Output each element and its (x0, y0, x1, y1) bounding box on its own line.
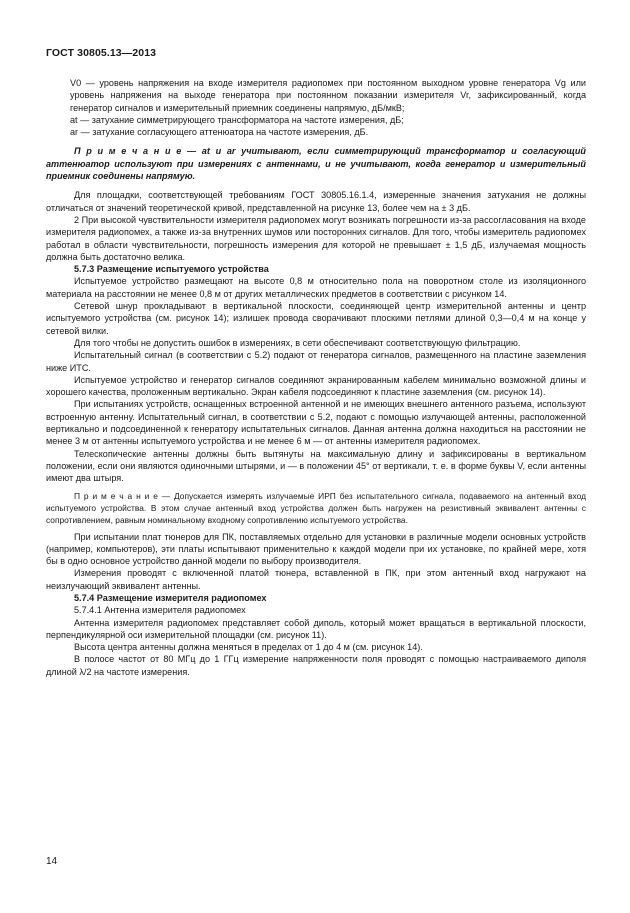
paragraph-antenna-height: Высота центра антенны должна меняться в пределах от 1 до 4 м (см. рисунок 14). (74, 642, 423, 653)
paragraph-dipole: Антенна измерителя радиопомех представляет собой диполь, который может вращаться в вертикальной плоскости, перпендикулярной оси измерительной площадки (см. рисунок 11). (46, 617, 586, 640)
paragraph-shielded-cable: Испытуемое устройство и генератор сигналов соединяют экранированным кабелем минимально возможной длины и хорошего качества, проложенным вертикально. Экран кабеля подсоединяют к пластине заземления (см. рисунок 14). (46, 374, 586, 398)
section-heading-5-7-3: 5.7.3 Размещение испытуемого устройства (74, 264, 269, 275)
definition-v0: V0 — уровень напряжения на входе измерителя радиопомех при постоянном выходном уровне генератора Vg или уровень напряжения на выходе генератора при постоянном показании измерителя Vr, зафиксированный, когда генератор сигналов и измерительный приемник соединены напрямую, дБ/мкВ; (70, 78, 586, 113)
paragraph-frequency-band: В полосе частот от 80 МГц до 1 ГГц измерение напряженности поля проводят с помощью настраиваемого диполя длиной λ/2 на частоте измерения. (46, 654, 586, 677)
subsection-heading-5-7-4-1: 5.7.4.1 Антенна измерителя радиопомех (74, 605, 246, 616)
definition-ar: ar — затухание согласующего аттенюатора на частоте измерения, дБ. (70, 127, 369, 138)
paragraph-tuner-measurement: Измерения проводят с включенной платой тюнера, вставленной в ПК, при этом антенный вход нагружают на неизлучающий эквивалент антенны. (46, 568, 586, 591)
paragraph-power-cord: Сетевой шнур прокладывают в вертикальной плоскости, соединяющей центр измерительной антенны и центр испытуемого устройства (см. рисунок 14); излишек провода сворачивают плоскими петлями длиной 0,3—0,4 м на конце у сетевой вилки. (46, 301, 586, 336)
definitions-list (46, 77, 586, 138)
paragraph-sensitivity: 2 При высокой чувствительности измерителя радиопомех могут возникать погрешности из-за рассогласования на входе измерителя радиопомех, а также из-за внутренних шумов или посторонних сигналов. Для того, чтобы измеритель радиопомех работал в области чувствительности, погрешность измерения для которой не превышает ± 1,5 дБ, излучаемая мощность должна быть достаточно велика. (46, 214, 586, 262)
paragraph-built-in-antenna: При испытаниях устройств, оснащенных встроенной антенной и не имеющих внешнего антенного разъема, используют встроенную антенну. Испытательный сигнал, в соответствии с 5.2, подают с помощью излучающей антенны, расположенной вертикально и подсоединенной к генератору испытательных сигналов. Данная антенна должна находиться на расстоянии не менее 3 м от антенны испытуемого устройства и не менее 6 м — от антенны измерителя радиопомех. (46, 399, 586, 447)
note-attenuation: П р и м е ч а н и е — at и ar учитывают, если симметрирующий трансформатор и согласующий аттенюатор используют при измерениях с антеннами, и не учитывают, когда генератор и измерительный приемник соединены напрямую. (46, 146, 586, 182)
paragraph-filtering: Для того чтобы не допустить ошибок в измерениях, в сети обеспечивают соответствующую фильтрацию. (74, 337, 521, 348)
paragraph-telescopic-antenna: Телескопические антенны должны быть вытянуты на максимальную длину и зафиксированы в вертикальном положении, если они являются одиночными штырями, и — в положении 45° от вертикали, т. е. в форме буквы V, если антенны имеют два штыря. (46, 448, 586, 484)
page-header: ГОСТ 30805.13—2013 (46, 47, 157, 59)
paragraph-device-placement: Испытуемое устройство размещают на высоте 0,8 м относительно пола на поворотном столе из изоляционного материала на расстоянии не менее 0,8 м от других металлических предметов в соответствии с рисунком 14. (46, 276, 586, 299)
paragraph-test-signal: Испытательный сигнал (в соответствии с 5.2) подают от генератора сигналов, размещенного на пластине заземления ниже ИТС. (46, 350, 586, 373)
paragraph-tuner-boards: При испытании плат тюнеров для ПК, поставляемых отдельно для установки в различные модели основных устройств (например, компьютеров), эти платы испытывают применительно к каждой модели при их установке, по крайней мере, хотя бы в одно основное устройство данной модели по выбору производителя. (46, 531, 586, 567)
page-number: 14 (46, 856, 58, 867)
section-heading-5-7-4: 5.7.4 Размещение измерителя радиопомех (74, 592, 267, 603)
paragraph-site-requirements: Для площадки, соответствующей требованиям ГОСТ 30805.16.1.4, измеренные значения затухания не должны отличаться от значений теоретической кривой, представленной на рисунке 13, более чем на ± 3 дБ. (46, 190, 586, 213)
note-no-test-signal: П р и м е ч а н и е — Допускается измерять излучаемые ИРП без испытательного сигнала, подаваемого на антенный вход испытуемого устройства. В этом случае антенный вход устройства должен быть нагружен на резистивный эквивалент антенны с сопротивлением, равным номинальному входному сопротивлению испытуемого устройства. (46, 490, 586, 525)
definition-at: at — затухание симметрирующего трансформатора на частоте измерения, дБ; (70, 114, 404, 125)
page-body (46, 77, 586, 678)
